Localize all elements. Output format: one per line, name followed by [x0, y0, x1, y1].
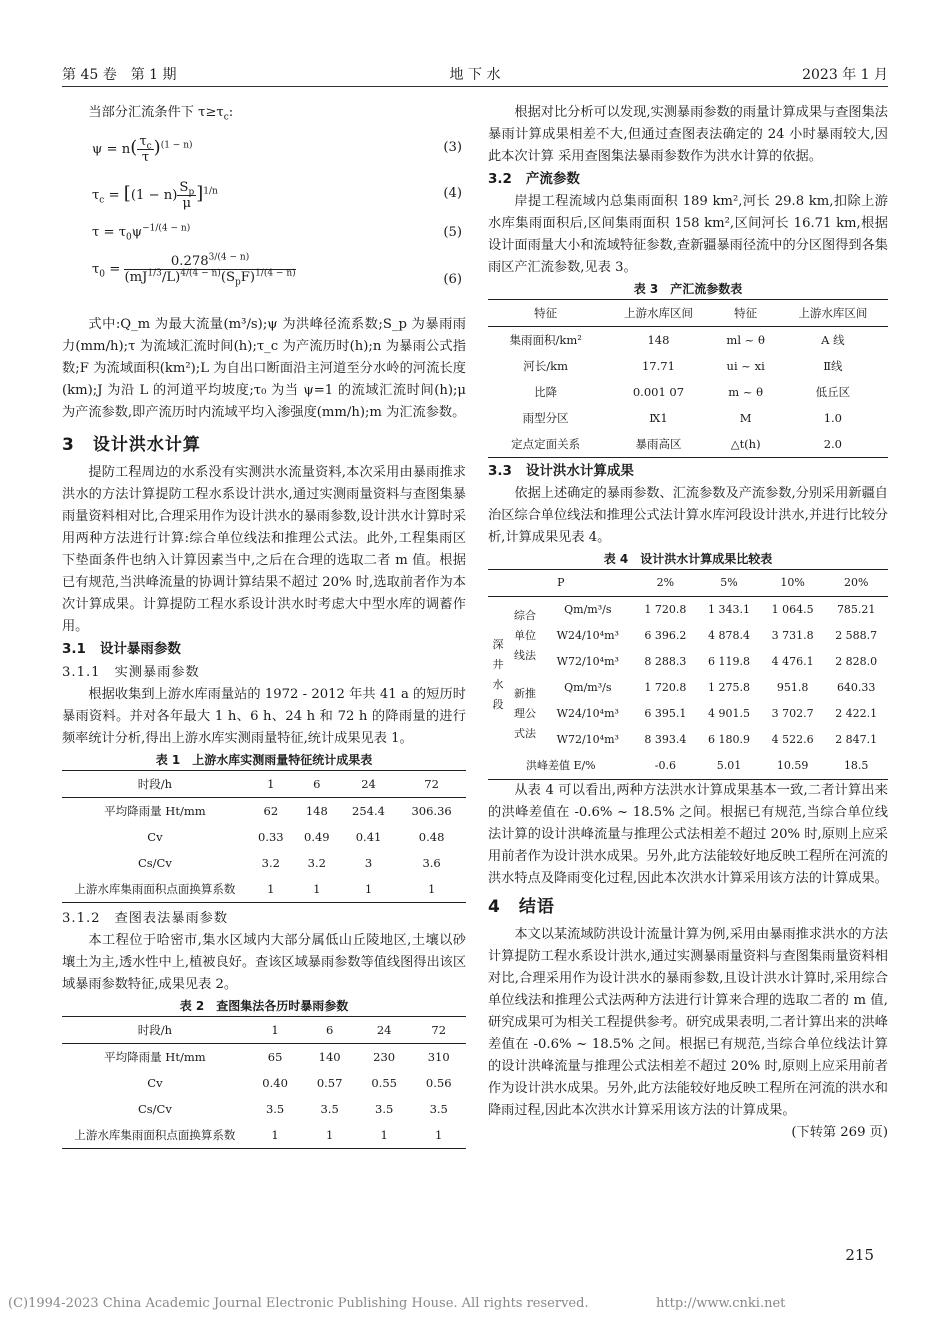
table-4-caption: 表 4 设计洪水计算成果比较表: [603, 552, 773, 566]
table-3-header: 特征 上游水库区间 特征 上游水库区间: [488, 300, 888, 327]
section-4-paragraph: 本文以某流域防洪设计流量计算为例,采用由暴雨推求洪水的方法计算提防工程水系设计洪水,通过实测暴雨量资料与查图集雨量资料相对比,合理采用作为设计洪水的暴雨参数,且设计洪水计算时,采用综合单位线法和推理公式法两种方法进行计算来合理的选取二者的 m 值,研究成果可为相关工程提供参考。研究成果表明,二者计算出来的洪峰差值在 -0.6% ~ 18.5% 之间。根据已有规范,当综合单位线法计算的设计洪峰流量与推理公式法相差不超过 20% 时,原则上应采用前者作为设计洪水成果。另外,此方法能较好地反映工程所在河流的洪水和降雨过程,因此本次洪水计算采用该方法的计算成果。: [488, 927, 888, 1118]
symbol-definitions: 式中:Q_m 为最大流量(m³/s);ψ 为洪峰径流系数;S_p 为暴雨雨力(mm/h);τ 为流域汇流时间(h);τ_c 为产流历时(h);n 为暴雨公式指数;F 为流域面积(km²);L 为自出口断面沿主河道至分水岭的河流长度(km);J 为沿 L 的河道平均坡度;τ₀ 为当 ψ=1 的流域汇流时间(h);μ 为产流参数,即产流历时内流域平均入渗强度(mm/h);m 为汇流参数。: [62, 317, 466, 420]
copyright-footer: [8, 1296, 786, 1311]
section-3-3-heading: 3.3 设计洪水计算成果: [488, 463, 634, 479]
intro-line: 当部分汇流条件下 $\tau\ge\tau_c$:: [88, 105, 234, 123]
table-row: 深 井 水 段 综合 单位 线法 Qm/m³/s 1 720.8 1 343.1 1 064.5 785.21: [488, 597, 888, 624]
table-row: W24/10⁴m³ 6 396.2 4 878.4 3 731.8 2 588.7: [556, 629, 878, 642]
table-2-header: 时段/h 1 6 24 72: [62, 1017, 466, 1044]
table-1-caption: 表 1 上游水库实测雨量特征统计成果表: [155, 753, 373, 767]
table-row: W72/10⁴m³ 8 393.4 6 180.9 4 522.6 2 847.1: [556, 733, 878, 746]
section-3-1-1-paragraph: 根据收集到上游水库雨量站的 1972 - 2012 年共 41 a 的短历时暴雨资料。并对各年最大 1 h、6 h、24 h 和 72 h 的降雨量的进行频率统计分析,得出上游水库实测雨量特征,统计成果见表 1。: [62, 687, 466, 746]
section-3-2-paragraph: 岸提工程流域内总集雨面积 189 km²,河长 29.8 km,扣除上游水库集雨面积后,区间集雨面积 158 km²,区间河长 16.71 km,根据设计面雨量大小和流域特征参数,查新疆暴雨径流中的分区图得到各集雨区产汇流参数,见表 3。: [488, 194, 888, 275]
table-row: 河长/km 17.71 ui ~ xi Ⅱ线: [523, 359, 843, 373]
table-row: 平均降雨量 Ht/mm 62 148 254.4 306.36: [104, 804, 452, 818]
continued-note: (下转第 269 页): [791, 1125, 888, 1140]
equation-6-number: (6): [443, 272, 462, 287]
section-3-3-conclusion: 从表 4 可以看出,两种方法洪水计算成果基本一致,二者计算出来的洪峰差值在 -0.6% ~ 18.5% 之间。根据已有规范,当综合单位线法计算的设计洪峰流量与推理公式法相差不超过 20% 时,原则上应采用前者作为设计洪水成果。另外,此方法能较好地反映工程所在河流的洪水特点及降雨变化过程,因此本次洪水计算采用该方法的计算成果。: [488, 783, 888, 886]
method-label: 综合 单位 线法: [514, 609, 536, 662]
table-row: 洪峰差值 E/% -0.6 5.01 10.59 18.5: [525, 759, 869, 772]
table-row: Cv 0.40 0.57 0.55 0.56: [147, 1076, 452, 1090]
equation-3-number: (3): [443, 140, 462, 155]
section-3-1-2-heading: 3.1.2 查图表法暴雨参数: [62, 911, 229, 926]
website-link[interactable]: http://www.cnki.net: [656, 1296, 786, 1311]
table-row: 集雨面积/km² 148 ml ~ θ A 线: [509, 333, 845, 347]
table-row: 定点定面关系 暴雨高区 △t(h) 2.0: [511, 437, 842, 451]
comparison-paragraph: 根据对比分析可以发现,实测暴雨参数的雨量计算成果与查图集法暴雨计算成果相差不大,但通过查图表法确定的 24 小时暴雨较大,因此本次计算 采用查图集法暴雨参数作为洪水计算的依据。: [488, 105, 888, 164]
equation-5: $\tau = \tau_0\psi^{-1/(4 - n)}$ (5): [92, 223, 462, 243]
table-1: [62, 770, 466, 903]
section-3-2-heading: 3.2 产流参数: [488, 171, 580, 187]
table-row: 平均降雨量 Ht/mm 65 140 230 310: [104, 1050, 450, 1064]
table-row: Cs/Cv 3.5 3.5 3.5 3.5: [137, 1102, 448, 1116]
equation-5-number: (5): [443, 225, 462, 240]
equation-4-number: (4): [443, 186, 462, 201]
table-row: 新推 理公 式法 Qm/m³/s 1 720.8 1 275.8 951.8 640.33: [488, 675, 888, 701]
table-row: Cv 0.33 0.49 0.41 0.48: [147, 830, 445, 844]
equation-6: $\tau_0$ = $\frac{0.278^{3/(4 - n)}}{(mJ^{1/3}/L)^{4/(4 - n)}(S_pF)^{1/(4 - n)}}$ (6): [62, 252, 466, 308]
table-row: 上游水库集雨面积点面换算系数 1 1 1 1: [74, 1128, 443, 1142]
table-3-caption: 表 3 产汇流参数表: [633, 282, 743, 296]
table-2-caption: 表 2 查图集法各历时暴雨参数: [179, 999, 349, 1013]
header-journal: 地 下 水: [449, 67, 501, 83]
section-label: 深 井 水 段: [492, 638, 504, 711]
method-label: 新推 理公 式法: [514, 687, 536, 740]
right-column: [488, 102, 888, 1144]
table-2: [62, 1016, 466, 1149]
table-1-header: 时段/h 1 6 24 72: [62, 771, 466, 798]
equation-3: ψ = n( $\frac{\tau_c}{\tau}$ )$^{(1 - n)}$ (3): [92, 134, 462, 165]
section-3-paragraph: 提防工程周边的水系没有实测洪水流量资料,本次采用由暴雨推求洪水的方法计算提防工程水系设计洪水,通过实测雨量资料与查图集暴雨量资料相对比,合理采用作为设计洪水的暴雨参数,设计洪水计算时采用两种方法进行计算:综合单位线法和推理公式法。此外,工程集雨区下垫面条件也纳入计算因素当中,之后在合理的选取二者 m 值。根据已有规范,当洪峰流量的协调计算结果不超过 20% 时,选取前者作为本次计算成果。计算提防工程水系设计洪水时考虑大中型水库的调蓄作用。: [62, 465, 467, 634]
table-row: W24/10⁴m³ 6 395.1 4 901.5 3 702.7 2 422.1: [556, 707, 878, 720]
header-date: 2023 年 1 月: [802, 67, 888, 83]
table-row: Cs/Cv 3.2 3.2 3 3.6: [137, 856, 441, 870]
running-header: [62, 64, 888, 87]
copyright-text: (C)1994-2023 China Academic Journal Electronic Publishing House. All rights reserved.: [8, 1296, 589, 1311]
section-3-1-heading: 3.1 设计暴雨参数: [62, 641, 181, 657]
table-3: [488, 299, 888, 458]
table-4: [488, 569, 888, 780]
table-row: W72/10⁴m³ 8 288.3 6 119.8 4 476.1 2 828.0: [556, 655, 878, 668]
equation-4: $\tau_c = [(1 - n)$ $\frac{S_p}{\mu}$ ]$^{1/n}$ (4): [92, 180, 462, 211]
table-row: 上游水库集雨面积点面换算系数 1 1 1 1: [74, 882, 436, 896]
page-number: 215: [845, 1246, 874, 1264]
left-column: [62, 102, 466, 1149]
section-3-1-1-heading: 3.1.1 实测暴雨参数: [62, 665, 200, 680]
table-4-header: P 2% 5% 10% 20%: [488, 570, 888, 597]
header-volume: 第 45 卷 第 1 期: [62, 67, 177, 83]
section-3-3-paragraph: 依据上述确定的暴雨参数、汇流参数及产流参数,分别采用新疆自治区综合单位线法和推理公式法计算水库河段设计洪水,并进行比较分析,计算成果见表 4。: [488, 486, 888, 545]
section-3-heading: 3 设计洪水计算: [62, 435, 201, 455]
section-4-heading: 4 结语: [488, 897, 555, 917]
section-3-1-2-paragraph: 本工程位于哈密市,集水区域内大部分属低山丘陵地区,土壤以砂壤土为主,透水性中上,植被良好。查该区域暴雨参数等值线图得出该区域暴雨参数特征,成果见表 2。: [62, 933, 467, 992]
table-row: 比降 0.001 07 m ~ θ 低丘区: [534, 385, 851, 399]
table-row: 雨型分区 Ⅸ1 M 1.0: [522, 411, 842, 425]
